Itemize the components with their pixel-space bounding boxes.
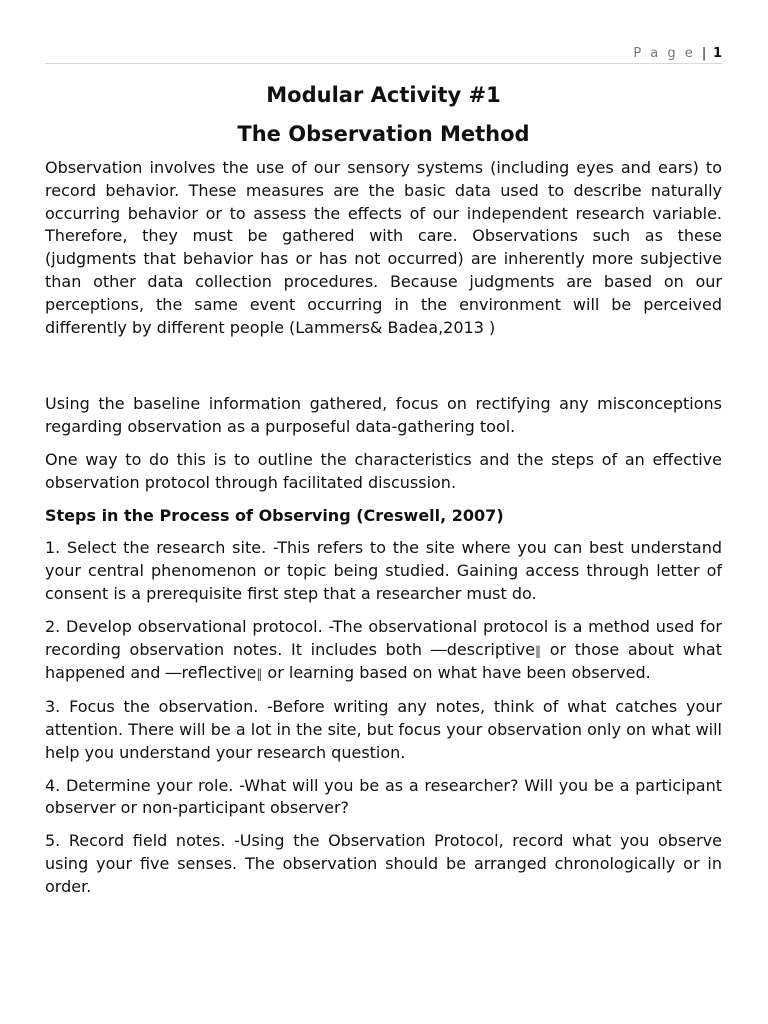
header-divider xyxy=(45,63,722,64)
step-5: 5. Record field notes. -Using the Observation Protocol, record what you observe using your five senses. The observation should be arranged chronologically or in order. xyxy=(45,831,722,896)
step-2-mark-2: ‖ xyxy=(256,667,263,682)
page-header xyxy=(633,46,722,61)
page-number: 1 xyxy=(712,46,722,61)
page-label: P a g e xyxy=(633,46,696,61)
step-1: 1. Select the research site. -This refers to the site where you can best understand your central phenomenon or topic being studied. Gaining access through letter of consent is a prerequisite first step that a researcher must do. xyxy=(45,538,722,603)
step-2 xyxy=(45,616,722,686)
step-3: 3. Focus the observation. -Before writing any notes, think of what catches your attention. There will be a lot in the site, but focus your observation only on what will help you understand your research question. xyxy=(45,697,722,762)
step-2-mark-1: ‖ xyxy=(535,643,542,658)
document-body xyxy=(45,157,722,909)
one-way-paragraph: One way to do this is to outline the characteristics and the steps of an effective observation protocol through facilitated discussion. xyxy=(45,449,722,492)
baseline-paragraph: Using the baseline information gathered, focus on rectifying any misconceptions regarding observation as a purposeful data-gathering tool. xyxy=(45,394,722,437)
step-4: 4. Determine your role. -What will you be as a researcher? Will you be a participant observer or non-participant observer? xyxy=(45,775,722,818)
page-separator: | xyxy=(701,46,707,61)
intro-paragraph: Observation involves the use of our sensory systems (including eyes and ears) to record behavior. These measures are the basic data used to describe naturally occurring behavior or to assess the effects of our independent research variable. Therefore, they must be gathered with care. Observations such as these (judgments that behavior has or has not occurred) are inherently more subjective than other data collection procedures. Because judgments are based on our perceptions, the same event occurring in the environment will be perceived differently by different people (Lammers& Badea,2013 ) xyxy=(45,158,722,337)
steps-heading: Steps in the Process of Observing (Creswell, 2007) xyxy=(45,505,504,525)
activity-title: Modular Activity #1 xyxy=(266,83,501,107)
step-2-text-b: or those about what happened and ―reflective xyxy=(45,639,722,683)
method-title: The Observation Method xyxy=(237,122,530,146)
step-2-text-c: or learning based on what have been observed. xyxy=(262,663,651,683)
step-2-text-a: 2. Develop observational protocol. -The observational protocol is a method used for recording observation notes. It includes both ―descriptive xyxy=(45,616,722,659)
